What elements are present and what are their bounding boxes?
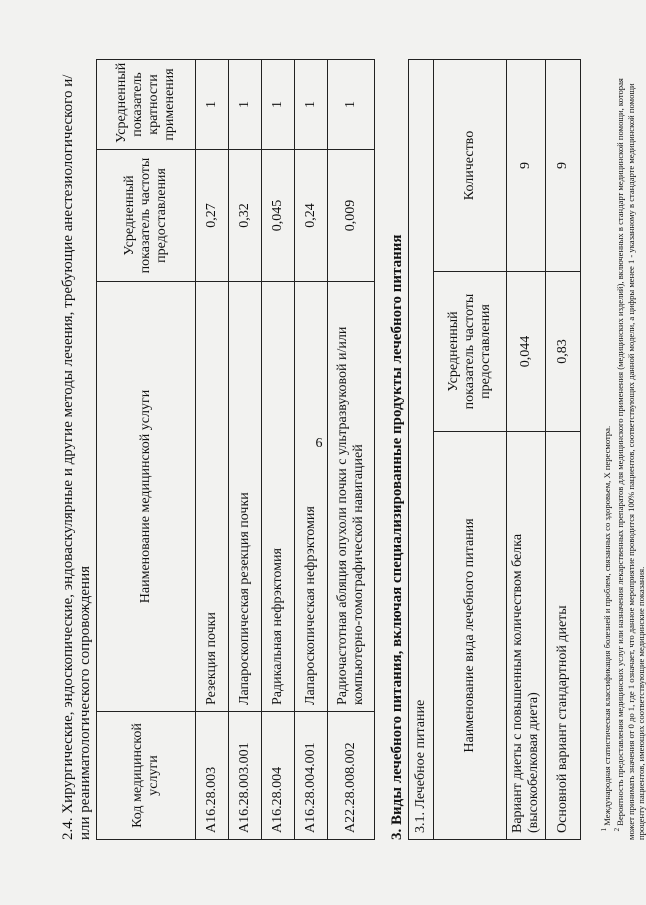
col-header-quantity: Количество — [434, 59, 507, 271]
service-name: Радиочастотная абляция опухоли почки с ультразвуковой и/или компьютерно-томографической навигацией — [328, 282, 375, 712]
service-code: A16.28.003 — [196, 712, 229, 840]
col-header-frequency: Усредненный показатель частоты предоставления — [97, 150, 196, 282]
service-name: Лапароскопическая нефрэктомия — [295, 282, 328, 712]
service-code: A16.28.004 — [262, 712, 295, 840]
section-2-4-text: Хирургические, эндоскопические, эндоваскулярные и другие методы лечения, требующие анестезиологического и/или реаниматологического сопровождения — [60, 74, 93, 840]
col-header-code: Код медицинской услуги — [97, 712, 196, 840]
footnote-1-mark: 1 — [600, 827, 608, 832]
col-header-diet-name: Наименование вида лечебного питания — [434, 432, 507, 840]
service-frequency: 0,32 — [229, 150, 262, 282]
service-name: Лапароскопическая резекция почки — [229, 282, 262, 712]
section-2-4-title — [60, 60, 94, 840]
footnote-1 — [599, 60, 612, 840]
table-row — [229, 60, 262, 840]
services-table — [96, 59, 375, 840]
service-frequency: 0,24 — [295, 150, 328, 282]
diet-quantity: 9 — [546, 59, 581, 271]
table-row — [262, 60, 295, 840]
service-frequency: 0,045 — [262, 150, 295, 282]
section-3-number: 3. — [389, 828, 405, 840]
nutrition-table — [408, 59, 581, 840]
col-header-name: Наименование медицинской услуги — [97, 282, 196, 712]
diet-name: Вариант диеты с повышенным количеством белка (высокобелковая диета) — [507, 432, 546, 840]
service-multiplicity: 1 — [262, 60, 295, 150]
service-multiplicity: 1 — [196, 60, 229, 150]
table-row — [295, 60, 328, 840]
table-row — [196, 60, 229, 840]
footnote-1-text: Международная статистическая классификация болезней и проблем, связанных со здоровьем, X пересмотра. — [601, 425, 612, 826]
diet-frequency: 0,83 — [546, 272, 581, 432]
section-3-1-label: 3.1. Лечебное питание — [409, 59, 434, 839]
footnote-2-mark: 2 — [613, 827, 622, 832]
footnote-2 — [612, 60, 646, 840]
service-code: A16.28.003.001 — [229, 712, 262, 840]
service-name: Резекция почки — [196, 282, 229, 712]
diet-name: Основной вариант стандартной диеты — [546, 432, 581, 840]
service-name: Радикальная нефрэктомия — [262, 282, 295, 712]
footnote-2-text: Вероятность предоставления медицинских услуг или назначения лекарственных препаратов для медицинского применения (медицинских изделий), включенных в стандарт медицинской помощи, которая может принимать значения от 0 до 1, где 1 означает, что данное мероприятие проводится 100% пациентов, соответствующих данной модели, а цифры менее 1 - указанному в стандарте медицинской помощи проценту пациентов, имеющих соответствующие медицинские показания. — [615, 78, 646, 840]
diet-frequency: 0,044 — [507, 272, 546, 432]
service-code: A16.28.004.001 — [295, 712, 328, 840]
service-frequency: 0,27 — [196, 150, 229, 282]
section-2-4-number: 2.4. — [60, 817, 76, 840]
section-3-title — [389, 60, 406, 840]
table-row — [328, 60, 375, 840]
page-number: 6 — [315, 436, 323, 451]
footnotes — [599, 60, 646, 840]
col-header-multiplicity: Усредненный показатель кратности применения — [97, 60, 196, 150]
service-multiplicity: 1 — [295, 60, 328, 150]
service-frequency: 0,009 — [328, 150, 375, 282]
service-multiplicity: 1 — [328, 60, 375, 150]
diet-quantity: 9 — [507, 59, 546, 271]
service-multiplicity: 1 — [229, 60, 262, 150]
table-row — [507, 59, 546, 839]
services-table-header — [97, 60, 196, 840]
nutrition-table-header — [434, 59, 507, 839]
table-row — [546, 59, 581, 839]
col-header-diet-frequency: Усредненный показатель частоты предоставления — [434, 272, 507, 432]
service-code: A22.28.008.002 — [328, 712, 375, 840]
nutrition-subsection-row — [409, 59, 434, 839]
section-3-text: Виды лечебного питания, включая специализированные продукты лечебного питания — [389, 234, 405, 825]
rotated-page-content — [60, 60, 646, 840]
